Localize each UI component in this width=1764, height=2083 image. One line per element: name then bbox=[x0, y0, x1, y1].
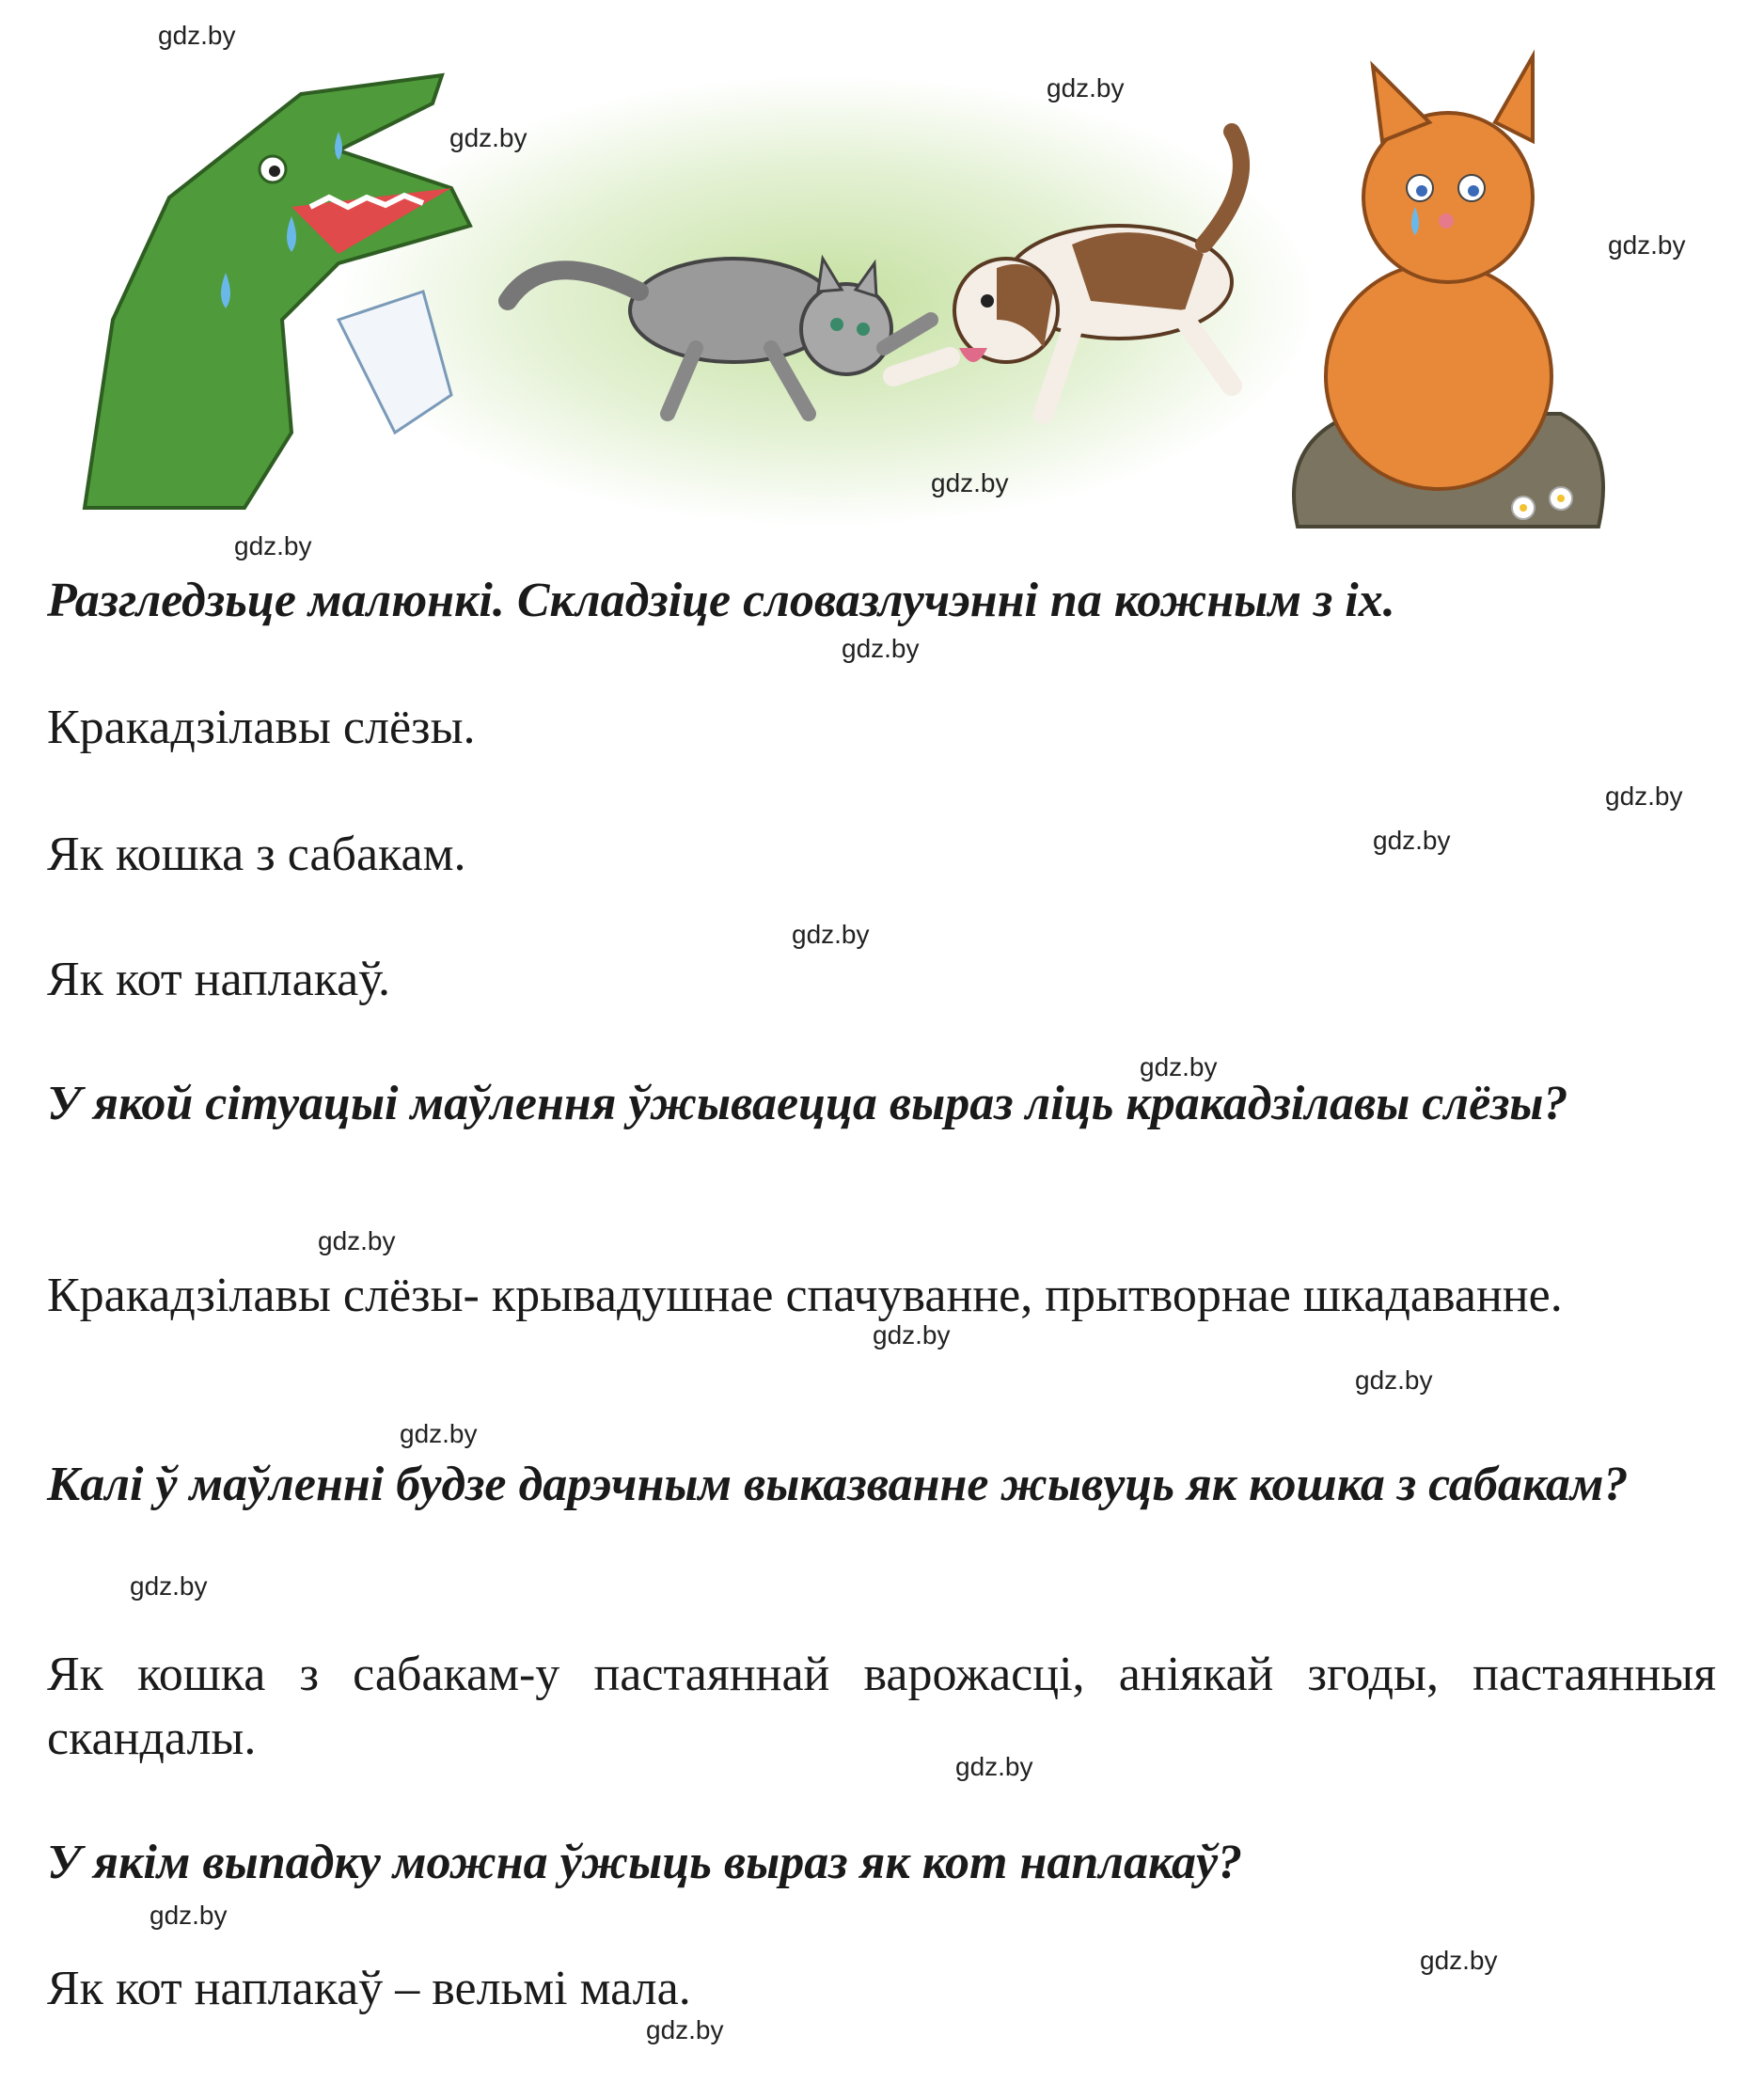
watermark: gdz.by bbox=[1420, 1946, 1498, 1975]
watermark: gdz.by bbox=[1605, 781, 1683, 811]
watermark: gdz.by bbox=[792, 920, 870, 949]
watermark: gdz.by bbox=[873, 1320, 951, 1349]
question-2: Калі ў маўленні будзе дарэчным выказванне жывуць як кошка з сабакам? bbox=[47, 1458, 1629, 1511]
watermark: gdz.by bbox=[318, 1226, 396, 1255]
answer-3: Як кот наплакаў – вельмі мала. bbox=[47, 1962, 691, 2015]
watermark: gdz.by bbox=[158, 21, 236, 50]
watermark: gdz.by bbox=[842, 634, 920, 663]
watermark: gdz.by bbox=[646, 2015, 724, 2044]
watermark: gdz.by bbox=[1140, 1052, 1218, 1081]
question-1: У якой сітуацыі маўлення ўжываецца выраз ліць кракадзілавы слёзы? bbox=[47, 1077, 1568, 1130]
watermark: gdz.by bbox=[1047, 73, 1125, 103]
answer-line: Кракадзілавы слёзы. bbox=[47, 701, 476, 754]
task-heading: Разгледзьце малюнкі. Складзіце словазлучэнні па кожным з іх. bbox=[47, 574, 1395, 627]
answer-line: Як кошка з сабакам. bbox=[47, 828, 466, 881]
watermark: gdz.by bbox=[400, 1419, 478, 1448]
question-3: У якім выпадку можна ўжыць выраз як кот наплакаў? bbox=[47, 1836, 1243, 1889]
answer-line: Як кот наплакаў. bbox=[47, 953, 391, 1006]
watermark: gdz.by bbox=[150, 1901, 228, 1930]
watermark: gdz.by bbox=[234, 531, 312, 560]
answer-2: Як кошка з сабакам-у пастаяннай варожасці, аніякай згоды, пастаянныя скандалы. bbox=[47, 1648, 1716, 1765]
watermark: gdz.by bbox=[955, 1752, 1033, 1781]
cat-crying-icon bbox=[1294, 56, 1603, 527]
watermark: gdz.by bbox=[1608, 230, 1686, 260]
watermark: gdz.by bbox=[1373, 826, 1451, 855]
illustration bbox=[56, 38, 1655, 545]
watermark: gdz.by bbox=[130, 1571, 208, 1601]
watermark: gdz.by bbox=[449, 123, 528, 152]
answer-1: Кракадзілавы слёзы- крывадушнае спачуванне, прытворнае шкадаванне. bbox=[47, 1269, 1563, 1322]
watermark: gdz.by bbox=[1355, 1365, 1433, 1395]
watermark: gdz.by bbox=[931, 468, 1009, 497]
